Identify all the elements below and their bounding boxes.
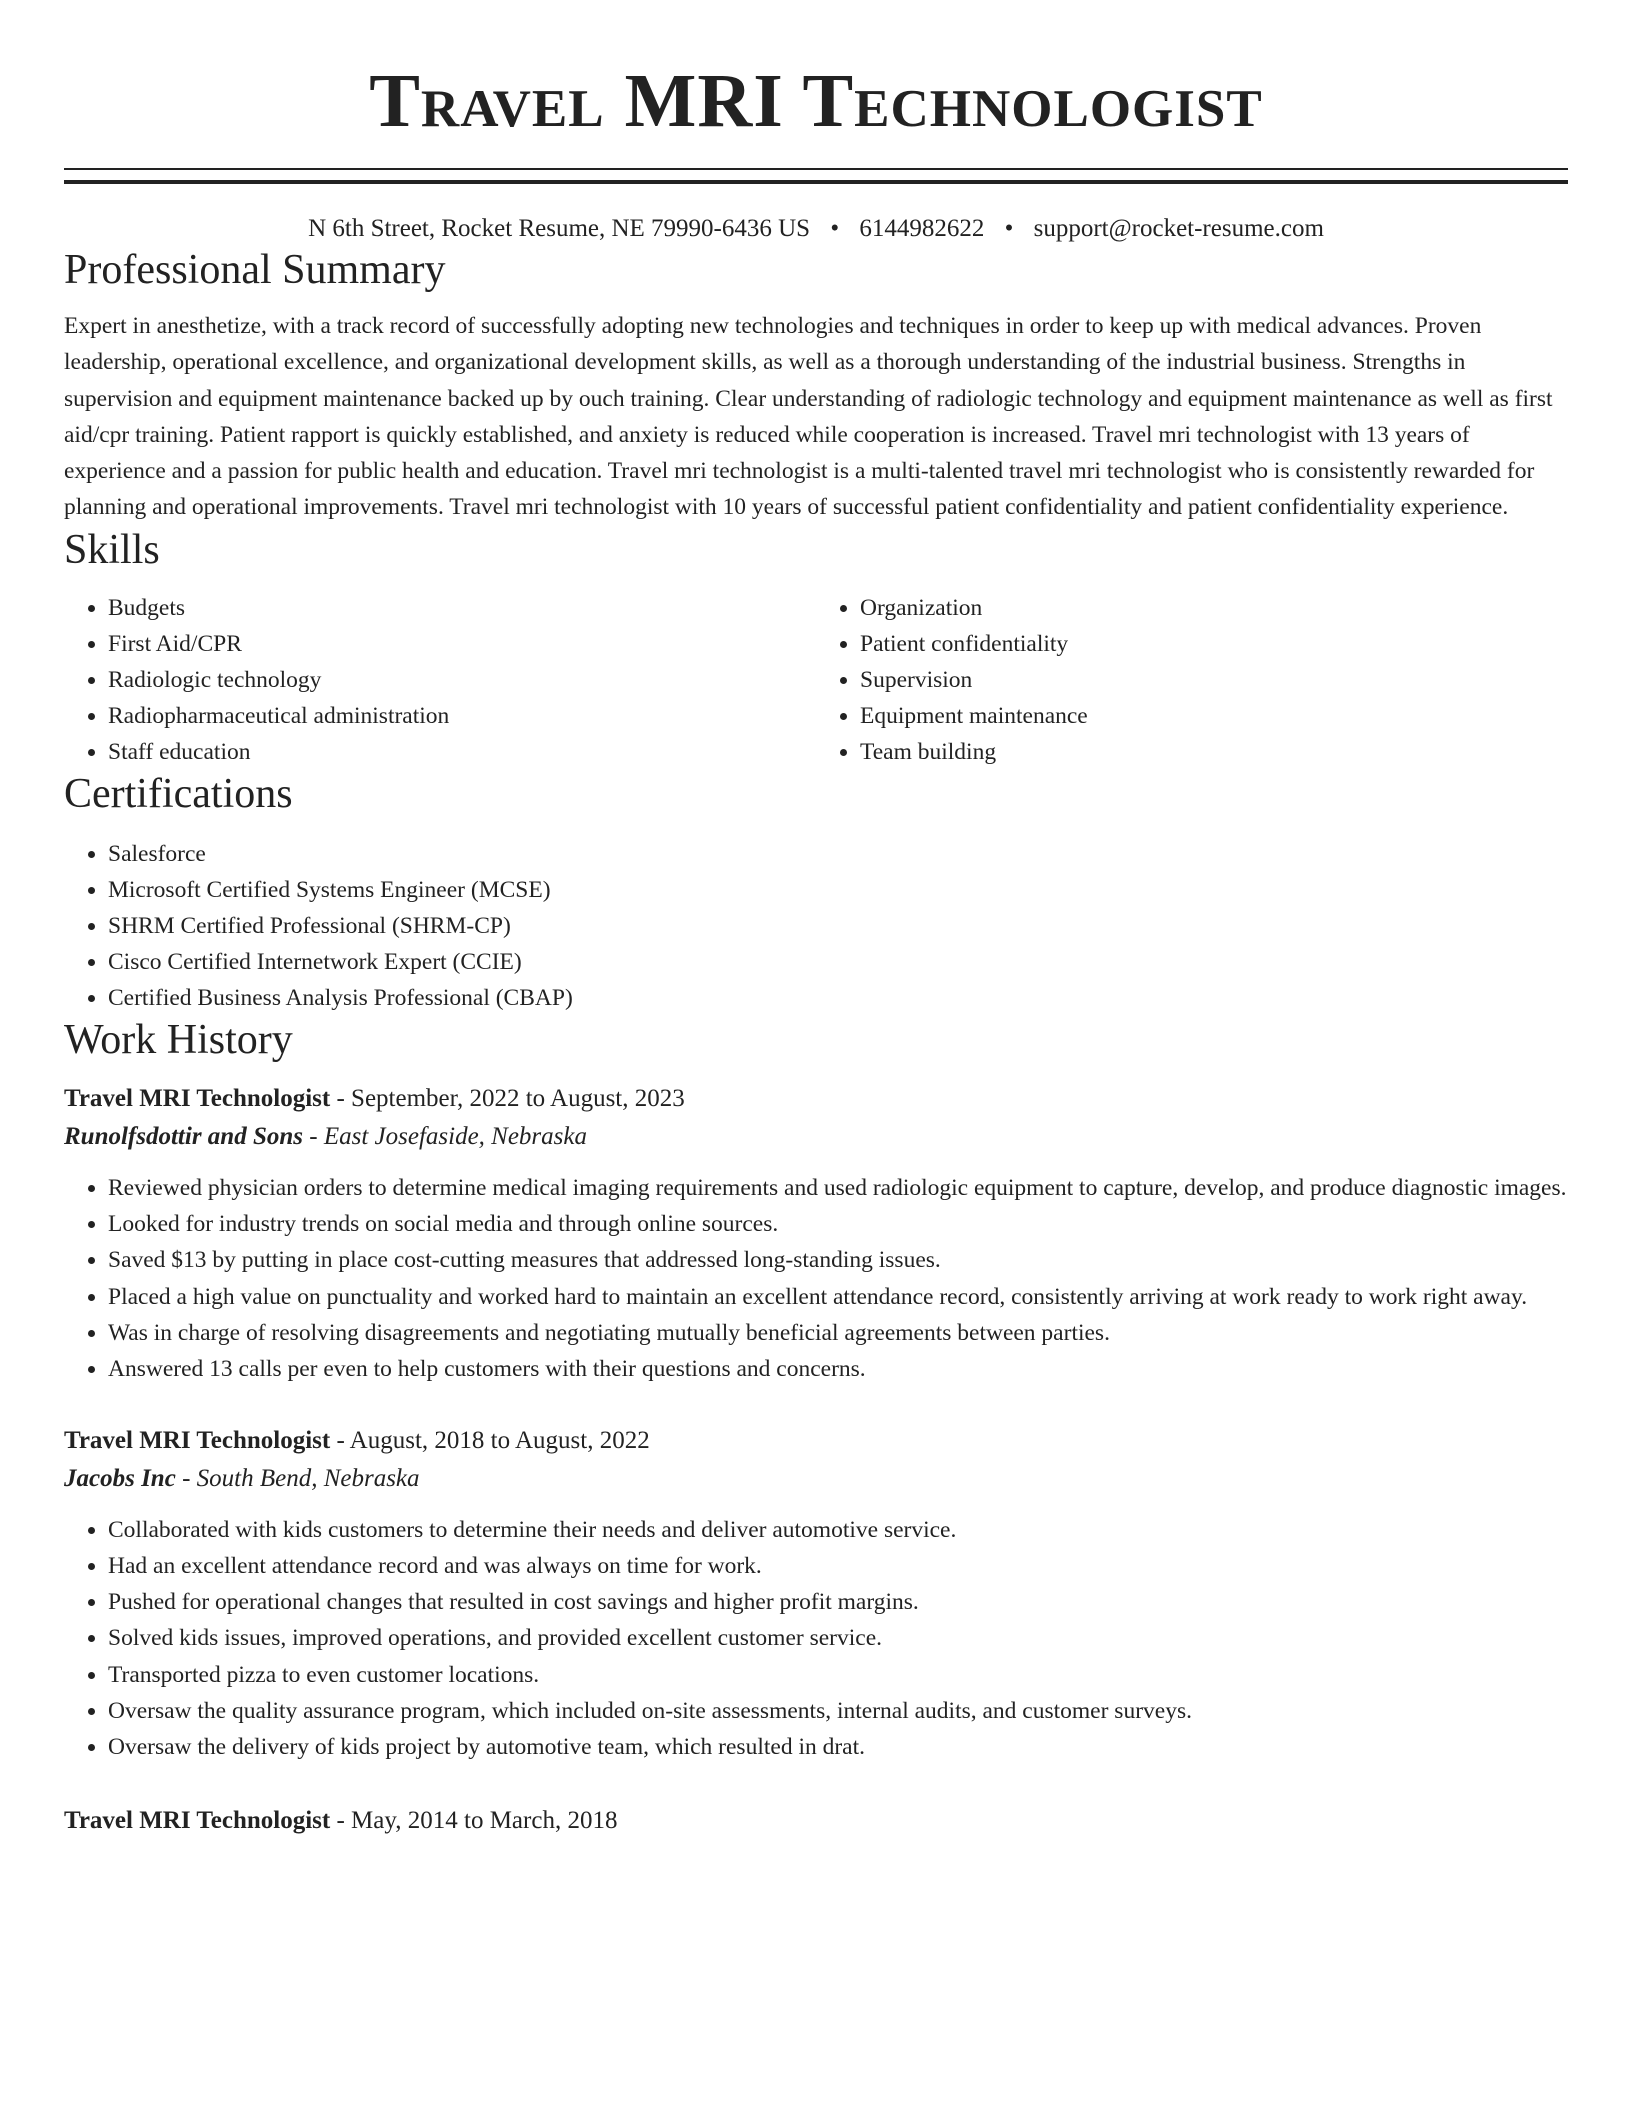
job-bullet: • Answered 13 calls per even to help customers with their questions and concerns. <box>108 1351 1568 1387</box>
job-company: Runolfsdottir and Sons <box>64 1122 303 1150</box>
job-bullet: • Transported pizza to even customer locations. <box>108 1657 1568 1693</box>
job-bullet-list <box>64 1512 1568 1766</box>
contact-line <box>64 212 1568 246</box>
job-bullet: • Looked for industry trends on social media and through online sources. <box>108 1206 1568 1242</box>
job-entry <box>64 1080 1568 1388</box>
skill-item: • Team building <box>860 734 1568 770</box>
skill-item: • Radiologic technology <box>108 662 816 698</box>
skill-item: • Staff education <box>108 734 816 770</box>
job-bullet: • Reviewed physician orders to determine medical imaging requirements and used radiologic equipment to capture, develop, and produce diagnostic images. <box>108 1170 1568 1206</box>
certification-item: • Cisco Certified Internetwork Expert (CCIE) <box>108 944 1568 980</box>
job-role: Travel MRI Technologist <box>64 1084 331 1112</box>
skill-item: • Budgets <box>108 590 816 626</box>
job-location: - East Josefaside, Nebraska <box>303 1122 587 1150</box>
summary-paragraph: Expert in anesthetize, with a track record of successfully adopting new technologies and techniques in order to keep up with medical advances. Proven leadership, operational excellence, and organizational development skills, as well as a thorough understanding of the industrial business. Strengths in supervision and equipment maintenance backed up by ouch training. Clear understanding of radiologic technology and equipment maintenance as well as first aid/cpr training. Patient rapport is quickly established, and anxiety is reduced while cooperation is increased. Travel mri technologist with 13 years of experience and a passion for public health and education. Travel mri technologist is a multi-talented travel mri technologist who is consistently rewarded for planning and operational improvements. Travel mri technologist with 10 years of successful patient confidentiality and patient confidentiality experience. <box>64 313 1553 521</box>
certification-item: • SHRM Certified Professional (SHRM-CP) <box>108 908 1568 944</box>
skill-item: • Patient confidentiality <box>860 626 1568 662</box>
contact-separator: • <box>1004 215 1014 242</box>
job-heading <box>64 1802 1568 1840</box>
skill-item: • Radiopharmaceutical administration <box>108 698 816 734</box>
skills-columns <box>64 590 1568 770</box>
job-bullet: • Collaborated with kids customers to determine their needs and deliver automotive service. <box>108 1512 1568 1548</box>
job-bullet-list <box>64 1170 1568 1388</box>
certifications-list <box>64 836 1568 1016</box>
job-entry <box>64 1802 1568 1840</box>
job-heading <box>64 1422 1568 1460</box>
skills-left-list <box>64 590 816 770</box>
job-employer <box>64 1460 1568 1498</box>
job-bullet: • Placed a high value on punctuality and worked hard to maintain an excellent attendance record, consistently arriving at work ready to work right away. <box>108 1279 1568 1315</box>
certification-item: • Certified Business Analysis Professional (CBAP) <box>108 980 1568 1016</box>
job-dates: - September, 2022 to August, 2023 <box>330 1084 685 1112</box>
job-heading <box>64 1080 1568 1118</box>
summary-section-title: Professional Summary <box>64 247 446 293</box>
contact-separator: • <box>830 215 840 242</box>
skill-item: • Equipment maintenance <box>860 698 1568 734</box>
resume-page <box>64 0 1568 1840</box>
header-double-rule <box>64 168 1568 184</box>
job-bullet: • Oversaw the quality assurance program, which included on-site assessments, internal audits, and customer surveys. <box>108 1693 1568 1729</box>
contact-email: support@rocket-resume.com <box>1033 215 1324 242</box>
job-bullet: • Solved kids issues, improved operations, and provided excellent customer service. <box>108 1620 1568 1656</box>
job-role: Travel MRI Technologist <box>64 1426 331 1454</box>
certification-item: • Microsoft Certified Systems Engineer (MCSE) <box>108 872 1568 908</box>
job-entry <box>64 1422 1568 1766</box>
certification-item: • Salesforce <box>108 836 1568 872</box>
job-bullet: • Saved $13 by putting in place cost-cutting measures that addressed long-standing issues. <box>108 1242 1568 1278</box>
certifications-section-title: Certifications <box>64 770 293 817</box>
job-dates: - May, 2014 to March, 2018 <box>330 1806 618 1834</box>
job-bullet: • Oversaw the delivery of kids project by automotive team, which resulted in drat. <box>108 1729 1568 1765</box>
resume-name-heading: Travel MRI Technologist <box>369 59 1263 143</box>
job-company: Jacobs Inc <box>64 1464 176 1492</box>
job-bullet: • Pushed for operational changes that resulted in cost savings and higher profit margins. <box>108 1584 1568 1620</box>
job-location: - South Bend, Nebraska <box>175 1464 420 1492</box>
job-dates: - August, 2018 to August, 2022 <box>330 1426 650 1454</box>
skill-item: • Supervision <box>860 662 1568 698</box>
job-bullet: • Had an excellent attendance record and was always on time for work. <box>108 1548 1568 1584</box>
contact-address: N 6th Street, Rocket Resume, NE 79990-6436 US <box>308 215 811 242</box>
job-employer <box>64 1118 1568 1156</box>
job-bullet: • Was in charge of resolving disagreements and negotiating mutually beneficial agreements between parties. <box>108 1315 1568 1351</box>
job-role: Travel MRI Technologist <box>64 1806 331 1834</box>
skills-section-title: Skills <box>64 526 160 573</box>
skill-item: • Organization <box>860 590 1568 626</box>
work-history-section-title: Work History <box>64 1016 293 1063</box>
skills-right-list <box>816 590 1568 770</box>
contact-phone: 6144982622 <box>859 215 985 242</box>
skill-item: • First Aid/CPR <box>108 626 816 662</box>
